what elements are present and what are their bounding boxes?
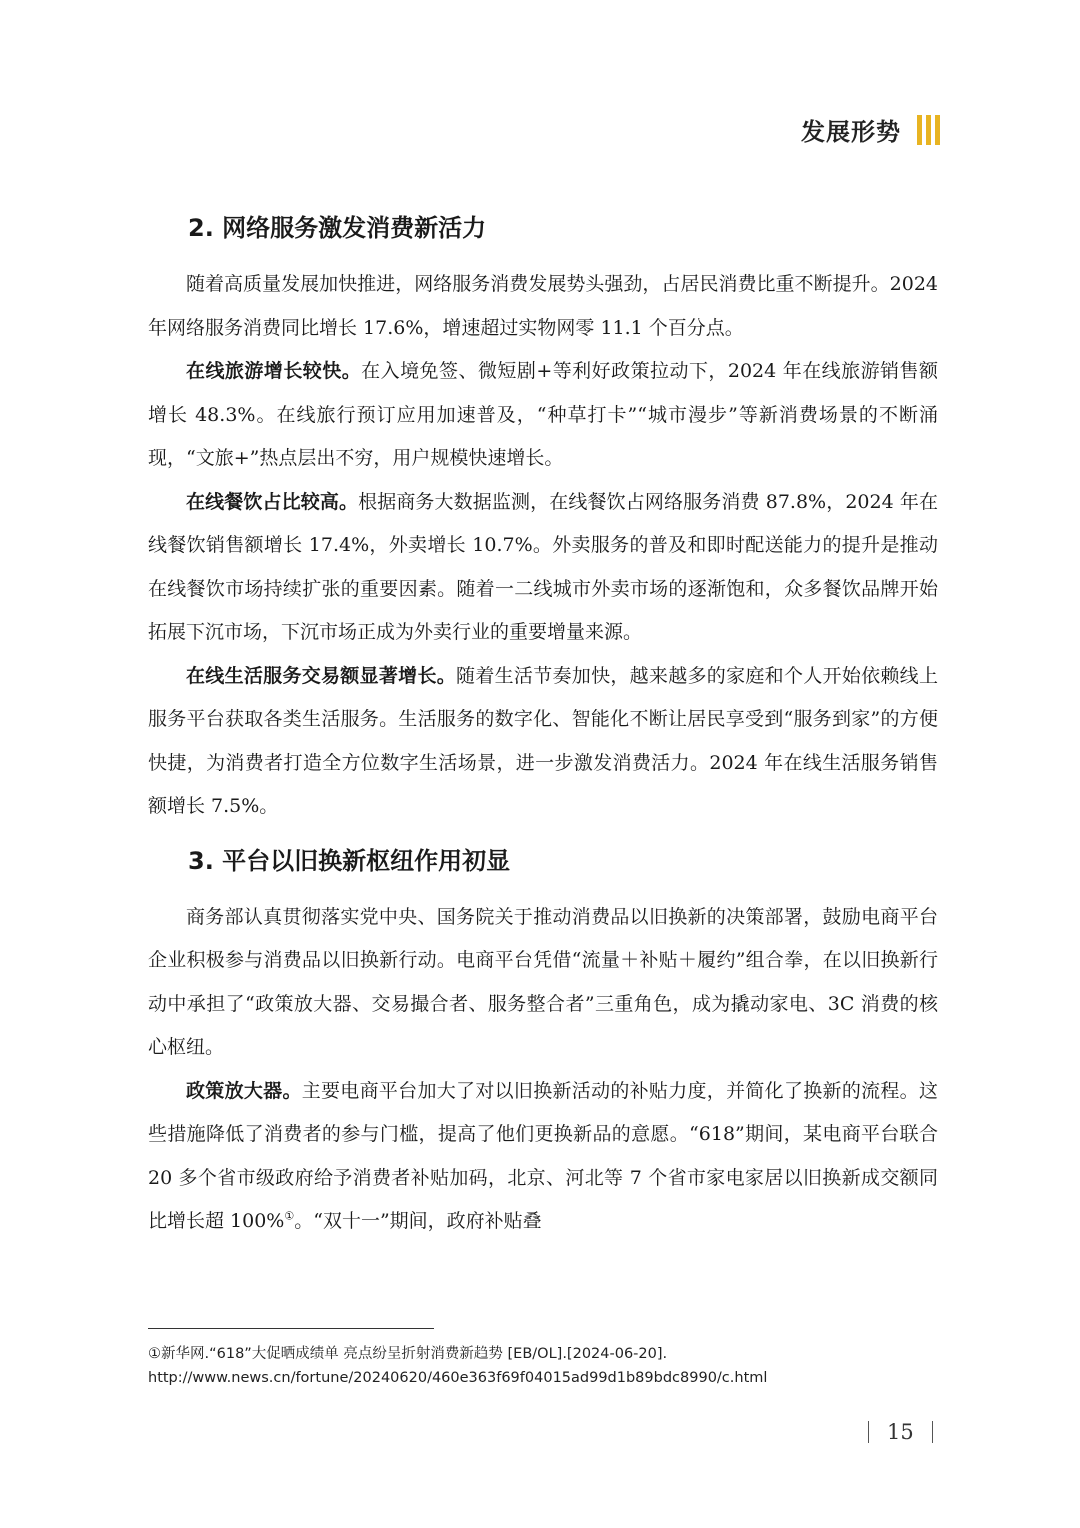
paragraph-tail: 。“双十一”期间，政府补贴叠 <box>294 1210 542 1232</box>
page-content <box>148 208 938 1244</box>
page-number: 15 <box>887 1420 914 1444</box>
paragraph-body: 在入境免签、微短剧+等利好政策拉动下，2024 年在线旅游销售额增长 48.3%。在线旅行预订应用加速普及，“种草打卡”“城市漫步”等新消费场景的不断涌现，“文旅+”热点层出不穷，用户规模快速增长。 <box>148 360 938 469</box>
paragraph-body: 随着生活节奏加快，越来越多的家庭和个人开始依赖线上服务平台获取各类生活服务。生活服务的数字化、智能化不断让居民享受到“服务到家”的方便快捷，为消费者打造全方位数字生活场景，进一步激发消费活力。2024 年在线生活服务销售额增长 7.5%。 <box>148 664 938 817</box>
paragraph-lead: 在线餐饮占比较高。 <box>186 490 359 513</box>
page-number-divider <box>932 1421 933 1443</box>
paragraph-body: 主要电商平台加大了对以旧换新活动的补贴力度，并简化了换新的流程。这些措施降低了消费者的参与门槛，提高了他们更换新品的意愿。“618”期间，某电商平台联合 20 多个省市级政府给予消费者补贴加码，北京、河北等 7 个省市家电家居以旧换新成交额同比增长超 100% <box>148 1079 938 1232</box>
page-number-divider <box>868 1421 869 1443</box>
footnote-url[interactable]: http://www.news.cn/fortune/20240620/460e363f69f04015ad99d1b89bdc8990/c.html <box>148 1370 768 1386</box>
section2-paragraph-life-services <box>148 655 938 829</box>
footnote <box>148 1342 948 1390</box>
section2-paragraph-online-travel <box>148 350 938 481</box>
section3-paragraph-policy-amplifier <box>148 1070 938 1244</box>
section3-intro: 商务部认真贯彻落实党中央、国务院关于推动消费品以旧换新的决策部署，鼓励电商平台企业积极参与消费品以旧换新行动。电商平台凭借“流量＋补贴＋履约”组合拳，在以旧换新行动中承担了“政策放大器、交易撮合者、服务整合者”三重角色，成为撬动家电、3C 消费的核心枢纽。 <box>148 905 938 1058</box>
header-bars-icon <box>917 115 940 145</box>
page-header <box>801 112 940 147</box>
section2-heading: 2. 网络服务激发消费新活力 <box>188 214 487 242</box>
footnote-citation: ①新华网.“618”大促晒成绩单 亮点纷呈折射消费新趋势 [EB/OL].[2024-06-20]. <box>148 1346 668 1362</box>
footnote-divider <box>148 1328 434 1329</box>
paragraph-lead: 在线旅游增长较快。 <box>186 360 362 382</box>
paragraph-body: 根据商务大数据监测，在线餐饮占网络服务消费 87.8%，2024 年在线餐饮销售额增长 17.4%，外卖增长 10.7%。外卖服务的普及和即时配送能力的提升是推动在线餐饮市场持续扩张的重要因素。随着一二线城市外卖市场的逐渐饱和，众多餐饮品牌开始拓展下沉市场，下沉市场正成为外卖行业的重要增量来源。 <box>148 490 938 643</box>
section2-paragraph-online-dining <box>148 481 938 655</box>
section3-heading: 3. 平台以旧换新枢纽作用初显 <box>188 846 511 875</box>
paragraph-lead: 政策放大器。 <box>186 1079 302 1102</box>
chapter-title: 发展形势 <box>801 118 901 146</box>
page-number-block <box>868 1420 933 1444</box>
section2-intro: 随着高质量发展加快推进，网络服务消费发展势头强劲，占居民消费比重不断提升。2024 年网络服务消费同比增长 17.6%，增速超过实物网零 11.1 个百分点。 <box>148 273 938 339</box>
paragraph-lead: 在线生活服务交易额显著增长。 <box>186 664 457 687</box>
footnote-marker[interactable]: ① <box>284 1209 295 1223</box>
